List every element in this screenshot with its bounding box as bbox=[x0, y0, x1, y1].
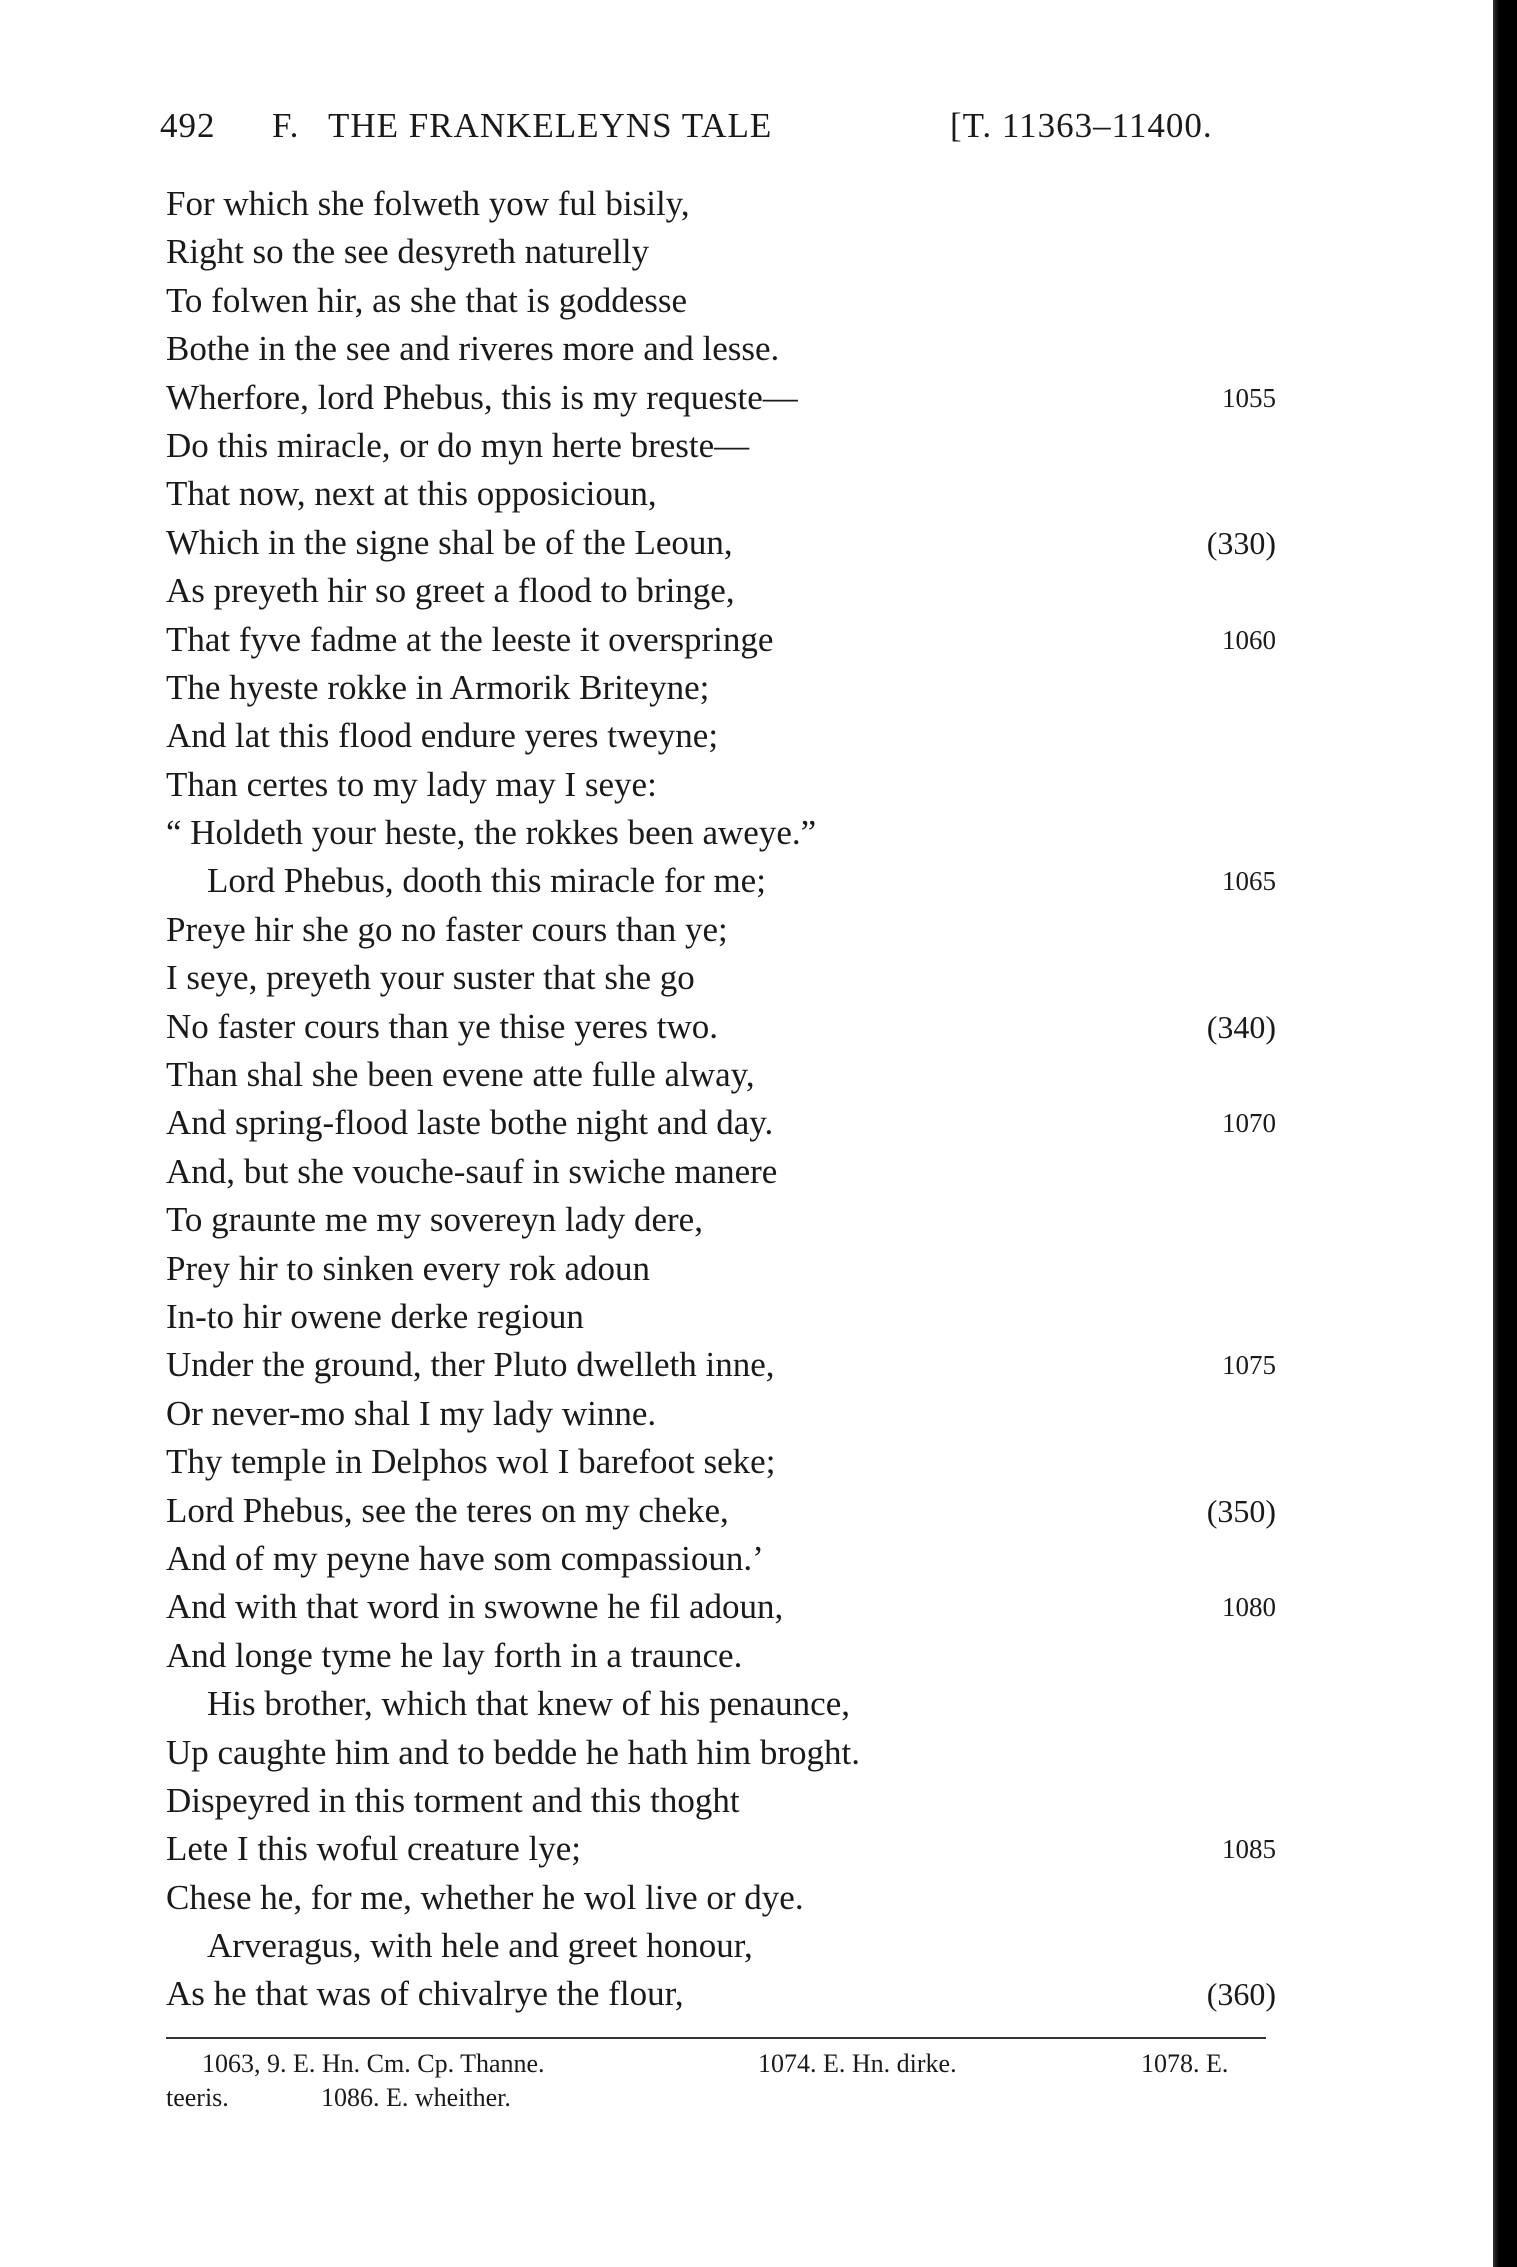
verse-line bbox=[166, 1487, 1276, 1535]
line-number: 1070 bbox=[1222, 1108, 1276, 1139]
footnote-line bbox=[166, 2047, 1276, 2081]
verse-line bbox=[166, 954, 1276, 1002]
verse-line bbox=[166, 1535, 1276, 1583]
verse-line bbox=[166, 1632, 1276, 1680]
verse-text: Thy temple in Delphos wol I barefoot seke; bbox=[166, 1442, 776, 1482]
verse-line bbox=[166, 616, 1276, 664]
verse-text: Chese he, for me, whether he wol live or dye. bbox=[166, 1877, 804, 1917]
page-edge-shadow bbox=[1493, 0, 1517, 2267]
line-number: 1075 bbox=[1222, 1350, 1276, 1381]
verse-line bbox=[166, 1777, 1276, 1825]
line-number: 1060 bbox=[1222, 624, 1276, 655]
verse-text: I seye, preyeth your suster that she go bbox=[166, 958, 695, 998]
verse-line bbox=[166, 1051, 1276, 1099]
verse-line bbox=[166, 1245, 1276, 1293]
verse-line bbox=[166, 277, 1276, 325]
verse-text: And spring-flood laste bothe night and day. bbox=[166, 1103, 774, 1143]
verse-text: Up caughte him and to bedde he hath him broght. bbox=[166, 1732, 861, 1772]
verse-line bbox=[166, 1583, 1276, 1631]
verse-line bbox=[166, 1099, 1276, 1147]
verse-text: Lete I this woful creature lye; bbox=[166, 1829, 581, 1869]
verse-text: That now, next at this opposicioun, bbox=[166, 474, 657, 514]
verse-text: To folwen hir, as she that is goddesse bbox=[166, 280, 688, 320]
verse-line bbox=[166, 567, 1276, 615]
verse-text: That fyve fadme at the leeste it overspringe bbox=[166, 619, 774, 659]
line-range: [T. 11363–11400. bbox=[950, 106, 1213, 145]
verse-line bbox=[166, 809, 1276, 857]
verse-line bbox=[166, 1196, 1276, 1244]
poem-text bbox=[166, 180, 1276, 2019]
verse-text: Arveragus, with hele and greet honour, bbox=[207, 1926, 753, 1966]
verse-text: As he that was of chivalrye the flour, bbox=[166, 1974, 684, 2014]
verse-line bbox=[166, 470, 1276, 518]
header-title: THE FRANKELEYNS TALE bbox=[328, 106, 773, 145]
verse-text: And, but she vouche-sauf in swiche manere bbox=[166, 1151, 778, 1191]
verse-text: Than shal she been evene atte fulle alway, bbox=[166, 1055, 755, 1095]
verse-text: Lord Phebus, dooth this miracle for me; bbox=[207, 861, 766, 901]
footnote: 1063, 9. E. Hn. Cm. Cp. Thanne. bbox=[202, 2049, 545, 2078]
verse-text: His brother, which that knew of his penaunce, bbox=[207, 1684, 851, 1724]
verse-text: Lord Phebus, see the teres on my cheke, bbox=[166, 1490, 729, 1530]
verse-line bbox=[166, 664, 1276, 712]
line-number: 1080 bbox=[1222, 1592, 1276, 1623]
verse-line bbox=[166, 180, 1276, 228]
verse-line bbox=[166, 1729, 1276, 1777]
verse-line bbox=[166, 374, 1276, 422]
verse-text: And of my peyne have som compassioun.’ bbox=[166, 1538, 764, 1578]
verse-line bbox=[166, 1825, 1276, 1873]
verse-text: Which in the signe shal be of the Leoun, bbox=[166, 522, 733, 562]
verse-text: No faster cours than ye thise yeres two. bbox=[166, 1006, 719, 1046]
line-number: (350) bbox=[1206, 1492, 1276, 1529]
verse-line bbox=[166, 1293, 1276, 1341]
verse-line bbox=[166, 1003, 1276, 1051]
verse-line bbox=[166, 1680, 1276, 1728]
verse-line bbox=[166, 857, 1276, 905]
section-letter: F. bbox=[272, 106, 300, 145]
verse-line bbox=[166, 325, 1276, 373]
verse-text: For which she folweth yow ful bisily, bbox=[166, 184, 690, 223]
verse-text: Do this miracle, or do myn herte breste— bbox=[166, 425, 750, 465]
footnote: 1078. E. bbox=[1141, 2049, 1229, 2078]
verse-text: Or never-mo shal I my lady winne. bbox=[166, 1393, 657, 1433]
verse-text: Right so the see desyreth naturelly bbox=[166, 232, 650, 272]
verse-text: As preyeth hir so greet a flood to bringe, bbox=[166, 571, 735, 611]
footnote-divider bbox=[166, 2037, 1266, 2039]
verse-text: Prey hir to sinken every rok adoun bbox=[166, 1248, 651, 1288]
footnote: teeris. bbox=[166, 2083, 229, 2112]
verse-line bbox=[166, 1341, 1276, 1389]
line-number: 1055 bbox=[1222, 382, 1276, 413]
verse-line bbox=[166, 1874, 1276, 1922]
verse-text: And lat this flood endure yeres tweyne; bbox=[166, 716, 719, 756]
verse-line bbox=[166, 906, 1276, 954]
verse-text: Dispeyred in this torment and this thoght bbox=[166, 1780, 740, 1820]
verse-text: The hyeste rokke in Armorik Briteyne; bbox=[166, 667, 710, 707]
verse-text: Preye hir she go no faster cours than ye; bbox=[166, 909, 728, 949]
line-number: (340) bbox=[1206, 1008, 1276, 1045]
verse-line bbox=[166, 228, 1276, 276]
running-header bbox=[160, 106, 1260, 156]
verse-text: Than certes to my lady may I seye: bbox=[166, 764, 657, 804]
line-number: (330) bbox=[1206, 524, 1276, 561]
verse-line bbox=[166, 422, 1276, 470]
line-number: 1085 bbox=[1222, 1834, 1276, 1865]
footnote: 1086. E. wheither. bbox=[321, 2083, 511, 2112]
verse-line bbox=[166, 712, 1276, 760]
verse-text: To graunte me my sovereyn lady dere, bbox=[166, 1200, 703, 1240]
verse-text: And with that word in swowne he fil adoun, bbox=[166, 1587, 784, 1627]
verse-line bbox=[166, 1390, 1276, 1438]
verse-text: Bothe in the see and riveres more and lesse. bbox=[166, 329, 780, 369]
footnote: 1074. E. Hn. dirke. bbox=[758, 2049, 957, 2078]
verse-line bbox=[166, 1922, 1276, 1970]
verse-text: Under the ground, ther Pluto dwelleth inne, bbox=[166, 1345, 775, 1385]
verse-line bbox=[166, 1970, 1276, 2018]
page-number: 492 bbox=[160, 106, 216, 145]
verse-text: Wherfore, lord Phebus, this is my requeste— bbox=[166, 377, 798, 417]
verse-line bbox=[166, 519, 1276, 567]
verse-text: “ Holdeth your heste, the rokkes been aweye.” bbox=[166, 813, 817, 853]
verse-text: And longe tyme he lay forth in a traunce. bbox=[166, 1635, 743, 1675]
verse-line bbox=[166, 1148, 1276, 1196]
line-number: (360) bbox=[1206, 1976, 1276, 2013]
verse-line bbox=[166, 1438, 1276, 1486]
verse-line bbox=[166, 761, 1276, 809]
line-number: 1065 bbox=[1222, 866, 1276, 897]
footnotes bbox=[166, 2047, 1276, 2115]
verse-text: In-to hir owene derke regioun bbox=[166, 1296, 584, 1336]
footnote-line bbox=[166, 2081, 1276, 2115]
